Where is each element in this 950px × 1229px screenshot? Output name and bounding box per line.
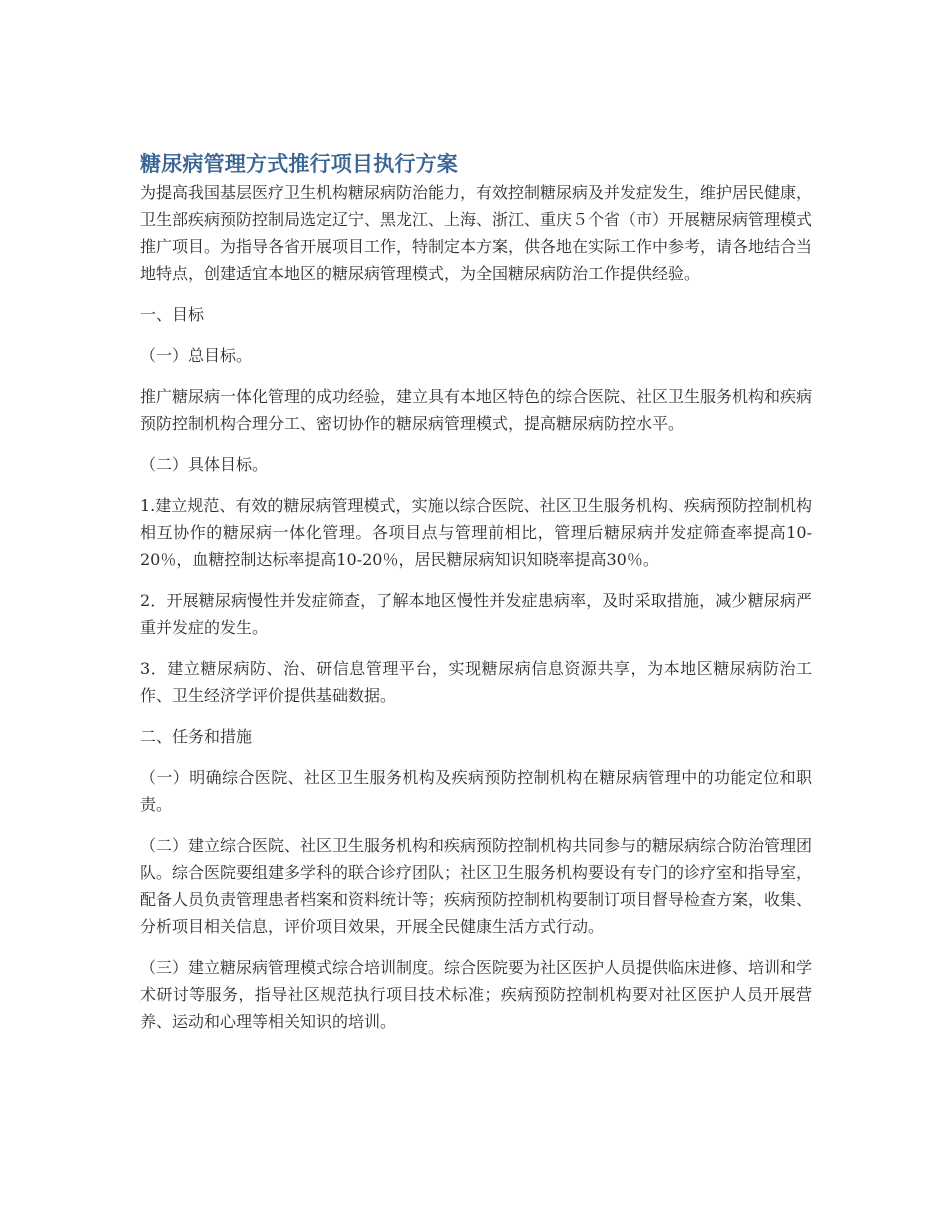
overall-goal-paragraph: 推广糖尿病一体化管理的成功经验，建立具有本地区特色的综合医院、社区卫生服务机构和疾病预防控制机构合理分工、密切协作的糖尿病管理模式，提高糖尿病防控水平。 <box>140 387 813 433</box>
subheading-overall-goal: （一）总目标。 <box>140 346 253 365</box>
task-1: （一）明确综合医院、社区卫生服务机构及疾病预防控制机构在糖尿病管理中的功能定位和职责。 <box>140 768 812 814</box>
document-title: 糖尿病管理方式推行项目执行方案 <box>140 152 458 176</box>
section-heading-tasks: 二、任务和措施 <box>140 727 253 746</box>
intro-paragraph: 为提高我国基层医疗卫生机构糖尿病防治能力，有效控制糖尿病及并发症发生，维护居民健康，卫生部疾病预防控制局选定辽宁、黑龙江、上海、浙江、重庆５个省（市）开展糖尿病管理模式推广项目。为指导各省开展项目工作，特制定本方案，供各地在实际工作中参考，请各地结合当地特点，创建适宜本地区的糖尿病管理模式，为全国糖尿病防治工作提供经验。 <box>140 183 813 283</box>
specific-goal-1: 1.建立规范、有效的糖尿病管理模式，实施以综合医院、社区卫生服务机构、疾病预防控制机构相互协作的糖尿病一体化管理。各项目点与管理前相比，管理后糖尿病并发症筛查率提高10-20％，血糖控制达标率提高10-20％，居民糖尿病知识知晓率提高30％。 <box>140 496 812 569</box>
subheading-specific-goals: （二）具体目标。 <box>140 455 269 474</box>
task-2: （二）建立综合医院、社区卫生服务机构和疾病预防控制机构共同参与的糖尿病综合防治管理团队。综合医院要组建多学科的联合诊疗团队；社区卫生服务机构要设有专门的诊疗室和指导室，配备人员负责管理患者档案和资料统计等；疾病预防控制机构要制订项目督导检查方案，收集、分析项目相关信息，评价项目效果，开展全民健康生活方式行动。 <box>140 836 813 936</box>
section-heading-goals: 一、目标 <box>140 305 205 324</box>
specific-goal-2: 2．开展糖尿病慢性并发症筛查，了解本地区慢性并发症患病率，及时采取措施，减少糖尿病严重并发症的发生。 <box>140 591 812 637</box>
task-3: （三）建立糖尿病管理模式综合培训制度。综合医院要为社区医护人员提供临床进修、培训和学术研讨等服务，指导社区规范执行项目技术标准；疾病预防控制机构要对社区医护人员开展营养、运动和心理等相关知识的培训。 <box>140 958 813 1031</box>
specific-goal-3: 3．建立糖尿病防、治、研信息管理平台，实现糖尿病信息资源共享，为本地区糖尿病防治工作、卫生经济学评价提供基础数据。 <box>140 659 812 705</box>
document-page <box>140 147 812 1035</box>
